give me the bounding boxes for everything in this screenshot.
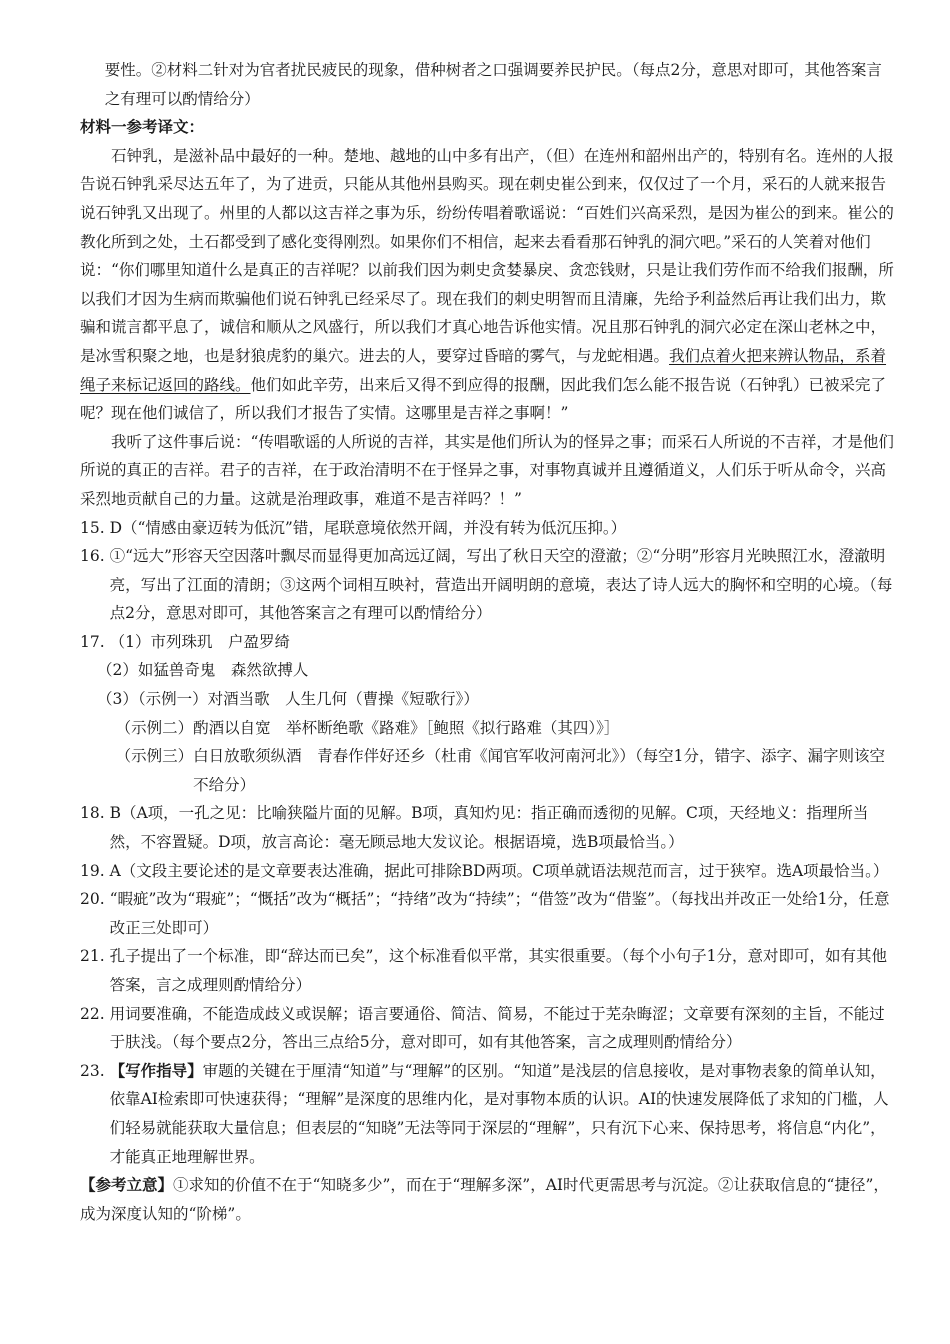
translation-text-b: 他们如此辛劳，出来后又得不到应得的报酬，因此我们怎么能不报告说（石钟乳）已被采完了呢？现在他们诚信了，所以我们才报告了实情。这哪里是吉祥之事啊！” (80, 375, 887, 423)
writing-guide-text: 审题的关键在于厘清“知道”与“理解”的区别。“知道”是浅层的信息接收，是对事物表象的简单认知，依靠AI检索即可快速获得；“理解”是深度的思维内化，是对事物本质的认识。AI的快速发展降低了求知的门槛，人们轻易就能获取大量信息；但表层的“知晓”无法等同于深层的“理解”，只有沉下心来、保持思考，将信息“内化”，才能真正地理解世界。 (109, 1061, 889, 1166)
translation-text-a: 石钟乳，是滋补品中最好的一种。楚地、越地的山中多有出产，（但）在连州和韶州出产的，特别有名。连州的人报告说石钟乳采尽达五年了，为了进贡，只能从其他州县购买。现在刺史崔公到来，仅仅过了一个月，采石的人就来报告说石钟乳又出现了。州里的人都以这吉祥之事为乐，纷纷传唱着歌谣说：“百姓们兴高采烈，是因为崔公的到来。崔公的教化所到之处，土石都受到了感化变得刚烈。如果你们不相信，起来去看看那石钟乳的洞穴吧。”采石的人笑着对他们说：“你们哪里知道什么是真正的吉祥呢？以前我们因为刺史贪婪暴戾、贪恋钱财，只是让我们劳作而不给我们报酬，所以我们才因为生病而欺骗他们说石钟乳已经采尽了。现在我们的刺史明智而且清廉，先给予利益然后再让我们出力，欺骗和谎言都平息了，诚信和顺从之风盛行，所以我们才真心地告诉他实情。况且那石钟乳的洞穴必定在深山老林之中，是冰雪积聚之地，也是豺狼虎豹的巢穴。进去的人，要穿过昏暗的雾气，与龙蛇相遇。 (80, 146, 894, 365)
translation-underlined-sentence: 我们点着火把来辨认物品，系着绳子来标记返回的路线。 (80, 346, 887, 394)
answer-17-example-3 (80, 742, 894, 799)
answer-text (110, 1057, 894, 1171)
answer-text: A（文段主要论述的是文章要表达准确，据此可排除BD两项。C项单就语法规范而言，过于狭窄。选A项最恰当。） (109, 861, 889, 880)
q14-continuation: 要性。②材料二针对为官者扰民疲民的现象，借种树者之口强调要养民护民。（每点2分，意思对即可，其他答案言之有理可以酌情给分） (104, 61, 882, 108)
answer-text: “暇疵”改为“瑕疵”；“慨括”改为“概括”；“持绪”改为“持续”；“借签”改为“借鉴”。（每找出并改正一处给1分，任意改正三处即可） (109, 890, 890, 937)
answer-22 (80, 1000, 894, 1057)
answer-17-part-2: （2）如猛兽奇鬼 森然欲搏人 (97, 661, 309, 680)
writing-guide-label: 【写作指导】 (109, 1060, 203, 1080)
question-number: 21. (80, 947, 110, 966)
answer-17-example-2: （示例二）酌酒以自宽 举杯断绝歌《路难》［鲍照《拟行路难（其四）》］ (115, 718, 620, 737)
question-number: 15. (80, 518, 110, 537)
question-number: 16. (80, 547, 110, 566)
answer-17 (80, 628, 894, 657)
question-number: 20. (80, 890, 110, 909)
answer-text: B（A项，一孔之见：比喻狭隘片面的见解。B项，真知灼见：指正确而透彻的见解。C项，天经地义：指理所当然，不容置疑。D项，放言高论：毫无顾忌地大发议论。根据语境，选B项最恰当。） (109, 804, 869, 852)
translation-heading: 材料一参考译文： (80, 117, 205, 137)
answer-15 (80, 514, 894, 543)
answer-19 (80, 857, 894, 886)
reference-idea (80, 1171, 894, 1228)
answer-text: 孔子提出了一个标准，即“辞达而已矣”，这个标准看似平常，其实很重要。（每个小句子1分，意对即可，如有其他答案，言之成理则酌情给分） (109, 947, 888, 994)
answer-21 (80, 942, 894, 999)
answer-text: 白日放歌须纵酒 青春作伴好还乡（杜甫《闻官军收河南河北》）（每空1分，错字、添字、漏字则该空不给分） (193, 747, 886, 794)
question-number: 23. (80, 1061, 110, 1080)
answer-text: D（“情感由豪迈转为低沉”错，尾联意境依然开阔，并没有转为低沉压抑。） (109, 518, 627, 537)
reference-idea-text: ①求知的价值不在于“知晓多少”，而在于“理解多深”，AI时代更需思考与沉淀。②让获取信息的“捷径”，成为深度认知的“阶梯”。 (80, 1176, 889, 1223)
translation-paragraph-1 (80, 142, 894, 428)
answer-23 (80, 1057, 894, 1171)
answer-text: ①“远大”形容天空因落叶飘尽而显得更加高远辽阔，写出了秋日天空的澄澈；②“分明”形容月光映照江水，澄澈明亮，写出了江面的清朗；③这两个词相互映衬，营造出开阔明朗的意境，表达了诗人远大的胸怀和空明的心境。（每点2分，意思对即可，其他答案言之有理可以酌情给分） (109, 547, 893, 623)
question-number: 18. (80, 804, 110, 823)
translation-paragraph-2: 我听了这件事后说：“传唱歌谣的人所说的吉祥，其实是他们所认为的怪异之事；而采石人所说的不吉祥，才是他们所说的真正的吉祥。君子的吉祥，在于政治清明不在于怪异之事，对事物真诚并且遵循道义，人们乐于听从命令，兴高采烈地贡献自己的力量。这就是治理政事，难道不是吉祥吗？！” (80, 432, 894, 508)
answer-20 (80, 885, 894, 942)
question-number: 22. (80, 1004, 110, 1023)
answer-text: 用词要准确，不能造成歧义或误解；语言要通俗、简洁、简易，不能过于芜杂晦涩；文章要有深刻的主旨，不能过于肤浅。（每个要点2分，答出三点给5分，意对即可，如有其他答案，言之成理则酌情给分） (109, 1004, 885, 1052)
answer-text: （1）市列珠玑 户盈罗绮 (109, 632, 290, 651)
reference-idea-label: 【参考立意】 (80, 1175, 174, 1195)
example-label: （示例三） (115, 747, 194, 766)
answer-18 (80, 799, 894, 856)
question-number: 19. (80, 861, 110, 880)
answer-17-part-3: （3）（示例一）对酒当歌 人生几何（曹操《短歌行》） (97, 690, 479, 709)
answer-16 (80, 542, 894, 628)
question-number: 17. (80, 632, 110, 651)
